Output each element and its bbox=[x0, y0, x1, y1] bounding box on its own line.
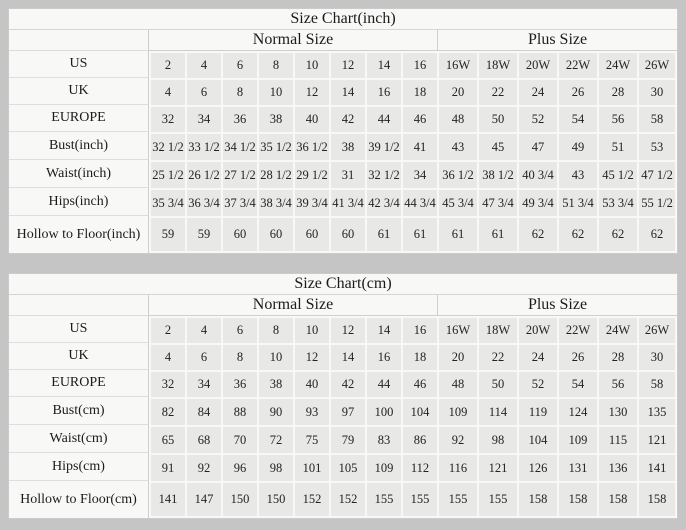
value-cell: 112 bbox=[401, 453, 437, 481]
value-cell: 53 bbox=[637, 132, 677, 160]
value-cell: 41 3/4 bbox=[329, 188, 365, 216]
value-cell: 27 1/2 bbox=[221, 160, 257, 188]
value-cell: 24W bbox=[597, 316, 637, 343]
value-cell: 24W bbox=[597, 51, 637, 78]
value-cell: 32 bbox=[149, 105, 185, 132]
value-cell: 75 bbox=[293, 425, 329, 453]
value-cell: 34 bbox=[401, 160, 437, 188]
value-cell: 14 bbox=[329, 78, 365, 105]
table-row bbox=[9, 78, 677, 105]
value-cell: 31 bbox=[329, 160, 365, 188]
table-row bbox=[9, 397, 677, 425]
value-cell: 43 bbox=[557, 160, 597, 188]
value-cell: 72 bbox=[257, 425, 293, 453]
value-cell: 22W bbox=[557, 316, 597, 343]
value-cell: 54 bbox=[557, 370, 597, 397]
value-cell: 116 bbox=[437, 453, 477, 481]
value-cell: 88 bbox=[221, 397, 257, 425]
column-group-row bbox=[9, 295, 677, 316]
value-cell: 48 bbox=[437, 105, 477, 132]
value-cell: 18W bbox=[477, 316, 517, 343]
value-cell: 82 bbox=[149, 397, 185, 425]
value-cell: 14 bbox=[365, 51, 401, 78]
size-chart-cm-table bbox=[8, 273, 678, 519]
value-cell: 30 bbox=[637, 78, 677, 105]
value-cell: 6 bbox=[185, 78, 221, 105]
value-cell: 35 3/4 bbox=[149, 188, 185, 216]
value-cell: 42 3/4 bbox=[365, 188, 401, 216]
value-cell: 60 bbox=[293, 216, 329, 253]
value-cell: 52 bbox=[517, 105, 557, 132]
value-cell: 158 bbox=[597, 481, 637, 518]
value-cell: 50 bbox=[477, 370, 517, 397]
value-cell: 12 bbox=[293, 78, 329, 105]
row-label: Hollow to Floor(inch) bbox=[9, 216, 149, 253]
value-cell: 84 bbox=[185, 397, 221, 425]
row-label: Hollow to Floor(cm) bbox=[9, 481, 149, 518]
value-cell: 60 bbox=[257, 216, 293, 253]
value-cell: 38 1/2 bbox=[477, 160, 517, 188]
column-group-row bbox=[9, 30, 677, 51]
value-cell: 4 bbox=[149, 343, 185, 370]
value-cell: 104 bbox=[517, 425, 557, 453]
value-cell: 155 bbox=[437, 481, 477, 518]
value-cell: 38 bbox=[329, 132, 365, 160]
value-cell: 37 3/4 bbox=[221, 188, 257, 216]
value-cell: 58 bbox=[637, 105, 677, 132]
value-cell: 10 bbox=[257, 78, 293, 105]
value-cell: 6 bbox=[185, 343, 221, 370]
value-cell: 141 bbox=[637, 453, 677, 481]
value-cell: 44 3/4 bbox=[401, 188, 437, 216]
row-label: Bust(inch) bbox=[9, 132, 149, 160]
value-cell: 22W bbox=[557, 51, 597, 78]
value-cell: 104 bbox=[401, 397, 437, 425]
value-cell: 49 bbox=[557, 132, 597, 160]
normal-size-group-header: Normal Size bbox=[149, 30, 437, 51]
value-cell: 43 bbox=[437, 132, 477, 160]
value-cell: 35 1/2 bbox=[257, 132, 293, 160]
value-cell: 16 bbox=[401, 51, 437, 78]
table-row bbox=[9, 370, 677, 397]
value-cell: 6 bbox=[221, 316, 257, 343]
row-label: Hips(inch) bbox=[9, 188, 149, 216]
value-cell: 4 bbox=[185, 51, 221, 78]
value-cell: 32 bbox=[149, 370, 185, 397]
value-cell: 61 bbox=[437, 216, 477, 253]
value-cell: 70 bbox=[221, 425, 257, 453]
value-cell: 20 bbox=[437, 78, 477, 105]
value-cell: 34 1/2 bbox=[221, 132, 257, 160]
value-cell: 152 bbox=[293, 481, 329, 518]
size-chart-inch-table bbox=[8, 8, 678, 254]
value-cell: 8 bbox=[221, 78, 257, 105]
table-row bbox=[9, 160, 677, 188]
value-cell: 26 bbox=[557, 78, 597, 105]
value-cell: 28 bbox=[597, 343, 637, 370]
row-label: EUROPE bbox=[9, 370, 149, 397]
cm-table-body bbox=[9, 316, 677, 518]
value-cell: 109 bbox=[365, 453, 401, 481]
value-cell: 48 bbox=[437, 370, 477, 397]
value-cell: 34 bbox=[185, 370, 221, 397]
row-label: UK bbox=[9, 78, 149, 105]
value-cell: 55 1/2 bbox=[637, 188, 677, 216]
table-row bbox=[9, 425, 677, 453]
value-cell: 114 bbox=[477, 397, 517, 425]
value-cell: 44 bbox=[365, 105, 401, 132]
value-cell: 38 bbox=[257, 105, 293, 132]
value-cell: 10 bbox=[257, 343, 293, 370]
value-cell: 20W bbox=[517, 51, 557, 78]
value-cell: 36 1/2 bbox=[437, 160, 477, 188]
value-cell: 68 bbox=[185, 425, 221, 453]
value-cell: 158 bbox=[637, 481, 677, 518]
value-cell: 45 bbox=[477, 132, 517, 160]
value-cell: 26 1/2 bbox=[185, 160, 221, 188]
value-cell: 26 bbox=[557, 343, 597, 370]
value-cell: 51 bbox=[597, 132, 637, 160]
value-cell: 121 bbox=[637, 425, 677, 453]
value-cell: 83 bbox=[365, 425, 401, 453]
value-cell: 53 3/4 bbox=[597, 188, 637, 216]
row-label: Waist(inch) bbox=[9, 160, 149, 188]
value-cell: 155 bbox=[365, 481, 401, 518]
row-label: UK bbox=[9, 343, 149, 370]
value-cell: 8 bbox=[257, 316, 293, 343]
value-cell: 39 3/4 bbox=[293, 188, 329, 216]
value-cell: 135 bbox=[637, 397, 677, 425]
value-cell: 96 bbox=[221, 453, 257, 481]
value-cell: 36 3/4 bbox=[185, 188, 221, 216]
value-cell: 40 bbox=[293, 370, 329, 397]
corner-cell bbox=[9, 295, 149, 316]
value-cell: 32 1/2 bbox=[149, 132, 185, 160]
value-cell: 16 bbox=[365, 78, 401, 105]
value-cell: 121 bbox=[477, 453, 517, 481]
value-cell: 62 bbox=[517, 216, 557, 253]
value-cell: 38 3/4 bbox=[257, 188, 293, 216]
table-title: Size Chart(cm) bbox=[9, 274, 677, 295]
table-title-row bbox=[9, 9, 677, 30]
value-cell: 33 1/2 bbox=[185, 132, 221, 160]
inch-table-body bbox=[9, 51, 677, 253]
value-cell: 34 bbox=[185, 105, 221, 132]
value-cell: 14 bbox=[329, 343, 365, 370]
value-cell: 59 bbox=[185, 216, 221, 253]
value-cell: 65 bbox=[149, 425, 185, 453]
value-cell: 51 3/4 bbox=[557, 188, 597, 216]
value-cell: 24 bbox=[517, 78, 557, 105]
value-cell: 10 bbox=[293, 51, 329, 78]
table-row bbox=[9, 105, 677, 132]
value-cell: 40 bbox=[293, 105, 329, 132]
value-cell: 24 bbox=[517, 343, 557, 370]
table-row bbox=[9, 316, 677, 343]
table-title: Size Chart(inch) bbox=[9, 9, 677, 30]
value-cell: 36 bbox=[221, 370, 257, 397]
value-cell: 2 bbox=[149, 316, 185, 343]
value-cell: 136 bbox=[597, 453, 637, 481]
value-cell: 150 bbox=[221, 481, 257, 518]
normal-size-group-header: Normal Size bbox=[149, 295, 437, 316]
row-label: Hips(cm) bbox=[9, 453, 149, 481]
value-cell: 16W bbox=[437, 316, 477, 343]
value-cell: 93 bbox=[293, 397, 329, 425]
value-cell: 47 3/4 bbox=[477, 188, 517, 216]
plus-size-group-header: Plus Size bbox=[437, 30, 677, 51]
row-label: EUROPE bbox=[9, 105, 149, 132]
table-row bbox=[9, 188, 677, 216]
value-cell: 155 bbox=[477, 481, 517, 518]
value-cell: 98 bbox=[477, 425, 517, 453]
plus-size-group-header: Plus Size bbox=[437, 295, 677, 316]
value-cell: 152 bbox=[329, 481, 365, 518]
row-label: US bbox=[9, 316, 149, 343]
value-cell: 92 bbox=[437, 425, 477, 453]
value-cell: 46 bbox=[401, 105, 437, 132]
value-cell: 36 bbox=[221, 105, 257, 132]
table-row bbox=[9, 343, 677, 370]
table-row bbox=[9, 51, 677, 78]
value-cell: 38 bbox=[257, 370, 293, 397]
value-cell: 49 3/4 bbox=[517, 188, 557, 216]
value-cell: 22 bbox=[477, 78, 517, 105]
value-cell: 60 bbox=[221, 216, 257, 253]
value-cell: 126 bbox=[517, 453, 557, 481]
value-cell: 4 bbox=[149, 78, 185, 105]
value-cell: 56 bbox=[597, 105, 637, 132]
value-cell: 36 1/2 bbox=[293, 132, 329, 160]
value-cell: 62 bbox=[597, 216, 637, 253]
value-cell: 105 bbox=[329, 453, 365, 481]
value-cell: 98 bbox=[257, 453, 293, 481]
value-cell: 16 bbox=[365, 343, 401, 370]
table-row bbox=[9, 216, 677, 253]
value-cell: 25 1/2 bbox=[149, 160, 185, 188]
value-cell: 12 bbox=[329, 316, 365, 343]
value-cell: 42 bbox=[329, 105, 365, 132]
value-cell: 6 bbox=[221, 51, 257, 78]
value-cell: 44 bbox=[365, 370, 401, 397]
value-cell: 61 bbox=[401, 216, 437, 253]
value-cell: 8 bbox=[257, 51, 293, 78]
corner-cell bbox=[9, 30, 149, 51]
value-cell: 40 3/4 bbox=[517, 160, 557, 188]
value-cell: 52 bbox=[517, 370, 557, 397]
value-cell: 42 bbox=[329, 370, 365, 397]
value-cell: 91 bbox=[149, 453, 185, 481]
value-cell: 10 bbox=[293, 316, 329, 343]
value-cell: 26W bbox=[637, 51, 677, 78]
value-cell: 54 bbox=[557, 105, 597, 132]
table-row bbox=[9, 453, 677, 481]
value-cell: 18 bbox=[401, 78, 437, 105]
value-cell: 86 bbox=[401, 425, 437, 453]
value-cell: 4 bbox=[185, 316, 221, 343]
value-cell: 2 bbox=[149, 51, 185, 78]
value-cell: 141 bbox=[149, 481, 185, 518]
value-cell: 90 bbox=[257, 397, 293, 425]
value-cell: 62 bbox=[637, 216, 677, 253]
value-cell: 109 bbox=[437, 397, 477, 425]
value-cell: 47 bbox=[517, 132, 557, 160]
value-cell: 61 bbox=[477, 216, 517, 253]
value-cell: 131 bbox=[557, 453, 597, 481]
value-cell: 8 bbox=[221, 343, 257, 370]
table-row bbox=[9, 132, 677, 160]
value-cell: 130 bbox=[597, 397, 637, 425]
value-cell: 50 bbox=[477, 105, 517, 132]
value-cell: 12 bbox=[293, 343, 329, 370]
value-cell: 16 bbox=[401, 316, 437, 343]
value-cell: 158 bbox=[517, 481, 557, 518]
value-cell: 28 bbox=[597, 78, 637, 105]
value-cell: 56 bbox=[597, 370, 637, 397]
value-cell: 22 bbox=[477, 343, 517, 370]
value-cell: 115 bbox=[597, 425, 637, 453]
value-cell: 12 bbox=[329, 51, 365, 78]
value-cell: 79 bbox=[329, 425, 365, 453]
table-row bbox=[9, 481, 677, 518]
value-cell: 155 bbox=[401, 481, 437, 518]
value-cell: 147 bbox=[185, 481, 221, 518]
value-cell: 46 bbox=[401, 370, 437, 397]
value-cell: 29 1/2 bbox=[293, 160, 329, 188]
row-label: Bust(cm) bbox=[9, 397, 149, 425]
value-cell: 59 bbox=[149, 216, 185, 253]
value-cell: 101 bbox=[293, 453, 329, 481]
value-cell: 30 bbox=[637, 343, 677, 370]
value-cell: 61 bbox=[365, 216, 401, 253]
value-cell: 92 bbox=[185, 453, 221, 481]
value-cell: 45 3/4 bbox=[437, 188, 477, 216]
value-cell: 20W bbox=[517, 316, 557, 343]
row-label: US bbox=[9, 51, 149, 78]
value-cell: 28 1/2 bbox=[257, 160, 293, 188]
value-cell: 45 1/2 bbox=[597, 160, 637, 188]
value-cell: 109 bbox=[557, 425, 597, 453]
value-cell: 124 bbox=[557, 397, 597, 425]
value-cell: 18 bbox=[401, 343, 437, 370]
value-cell: 150 bbox=[257, 481, 293, 518]
value-cell: 39 1/2 bbox=[365, 132, 401, 160]
value-cell: 100 bbox=[365, 397, 401, 425]
value-cell: 26W bbox=[637, 316, 677, 343]
value-cell: 14 bbox=[365, 316, 401, 343]
value-cell: 18W bbox=[477, 51, 517, 78]
value-cell: 97 bbox=[329, 397, 365, 425]
value-cell: 62 bbox=[557, 216, 597, 253]
value-cell: 119 bbox=[517, 397, 557, 425]
value-cell: 158 bbox=[557, 481, 597, 518]
value-cell: 32 1/2 bbox=[365, 160, 401, 188]
value-cell: 47 1/2 bbox=[637, 160, 677, 188]
value-cell: 58 bbox=[637, 370, 677, 397]
table-title-row bbox=[9, 274, 677, 295]
value-cell: 60 bbox=[329, 216, 365, 253]
value-cell: 41 bbox=[401, 132, 437, 160]
value-cell: 16W bbox=[437, 51, 477, 78]
row-label: Waist(cm) bbox=[9, 425, 149, 453]
value-cell: 20 bbox=[437, 343, 477, 370]
